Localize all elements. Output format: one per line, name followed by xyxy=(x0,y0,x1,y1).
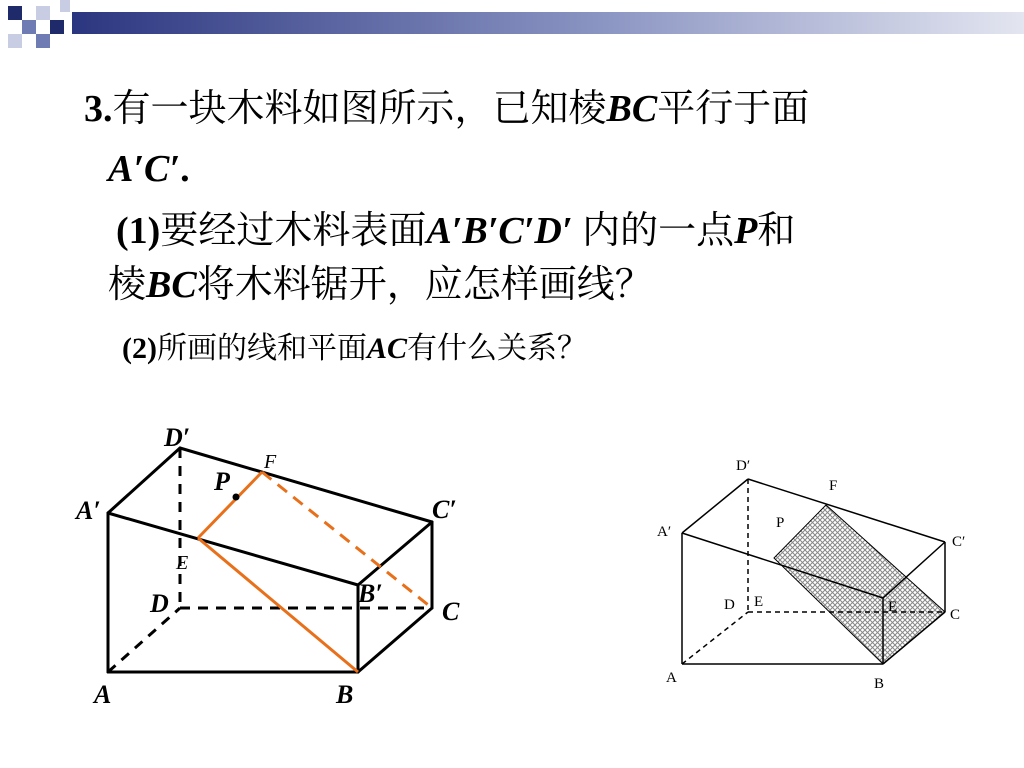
q2-text: 所画的线和平面 xyxy=(156,332,367,365)
label-a1: A′ xyxy=(657,524,672,540)
label-f: F xyxy=(829,478,838,494)
question-1-number: (1) xyxy=(116,210,161,252)
question-2 xyxy=(122,330,587,368)
figure-right-prism xyxy=(650,448,980,696)
question-1-line1 xyxy=(116,208,795,254)
cut-line-e-f xyxy=(198,472,262,538)
question-2-number: (2) xyxy=(122,332,157,365)
q1-text: 要经过木料表面 xyxy=(160,210,427,252)
label-d: D xyxy=(150,589,169,618)
label-a: A xyxy=(666,670,677,686)
label-e-left: E xyxy=(754,594,764,610)
header-square xyxy=(36,34,50,48)
label-p: P xyxy=(214,467,230,496)
header-square xyxy=(36,6,50,20)
question-1-line2 xyxy=(108,262,653,308)
header-square xyxy=(50,20,64,34)
edge-b-c xyxy=(358,608,432,672)
problem-stem-line2 xyxy=(108,146,190,192)
edge-a1-d1 xyxy=(108,448,180,513)
point-p-dot xyxy=(233,494,240,501)
label-a: A xyxy=(94,680,112,709)
q1-edge-bc: BC xyxy=(146,264,197,306)
edge-a1-b1 xyxy=(108,513,358,585)
q1-text: 将木料锯开，应怎样画线？ xyxy=(196,264,653,306)
label-e-right: E xyxy=(888,599,898,615)
label-c1: C′ xyxy=(432,495,457,524)
label-b1: B′ xyxy=(358,579,383,608)
label-f: F xyxy=(264,451,277,473)
stem-text: 有一块木料如图所示，已知棱 xyxy=(112,88,607,130)
figure-left-prism xyxy=(60,410,490,720)
header-square xyxy=(22,20,36,34)
q1-point-p: P xyxy=(734,210,758,252)
header-decoration xyxy=(0,0,1024,56)
q1-text: 内的一点 xyxy=(572,210,735,252)
q1-text: 棱 xyxy=(108,264,147,306)
stem-end: . xyxy=(180,148,190,190)
problem-number: 3. xyxy=(84,88,113,130)
label-c: C xyxy=(442,597,460,626)
edge-a-d-hidden xyxy=(682,612,748,664)
q2-text: 有什么关系？ xyxy=(407,332,588,365)
label-c1: C′ xyxy=(952,534,966,550)
label-a1: A′ xyxy=(76,496,101,525)
q1-face: A′B′C′D′ xyxy=(426,210,573,252)
header-square xyxy=(8,34,22,48)
label-b: B xyxy=(336,680,354,709)
edge-bc: BC xyxy=(606,88,658,130)
face-ac: A′C′ xyxy=(108,148,181,190)
label-b: B xyxy=(874,676,885,692)
label-c: C xyxy=(950,607,961,623)
edge-a1-d1 xyxy=(682,479,748,533)
label-e: E xyxy=(176,552,189,574)
q1-text: 和 xyxy=(757,210,796,252)
label-d1: D′ xyxy=(736,458,751,474)
header-gradient-bar xyxy=(72,12,1024,34)
stem-text: 平行于面 xyxy=(657,88,810,130)
cut-line-f-c-hidden xyxy=(262,472,432,608)
label-p: P xyxy=(776,515,785,531)
edge-a-d-hidden xyxy=(108,608,180,672)
problem-stem-line1 xyxy=(84,86,809,132)
label-d1: D′ xyxy=(164,423,191,452)
label-d: D xyxy=(724,597,735,613)
edge-b1-c1 xyxy=(358,522,432,585)
edge-f-c1-thin xyxy=(262,472,432,522)
q2-plane-ac: AC xyxy=(366,332,408,365)
cut-section-shaded xyxy=(774,505,945,664)
header-square xyxy=(8,6,22,20)
cut-line-e-b xyxy=(198,538,358,672)
header-square xyxy=(60,0,70,12)
